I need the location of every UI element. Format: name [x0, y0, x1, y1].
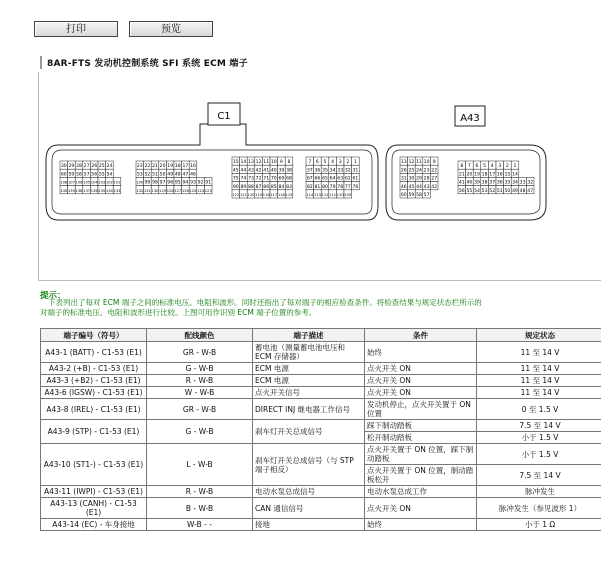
condition-cell: 点火开关 ON — [365, 387, 477, 399]
description-cell: 点火开关信号 — [253, 387, 365, 399]
a43-pin-label: 49 — [512, 188, 518, 194]
terminal-cell: A43-2 (+B) - C1-53 (E1) — [41, 363, 147, 375]
condition-cell: 点火开关置于 ON 位置，踩下制动踏板 — [365, 444, 477, 465]
c1-pin-label: 41 — [263, 168, 270, 174]
c1-pin-label: 138 — [75, 188, 83, 193]
c1-pin-label: 103 — [98, 180, 106, 185]
c1-pin-label: 133 — [113, 188, 121, 193]
c1-pin-label: 38 — [286, 168, 292, 174]
a43-pin-label: 46 — [400, 184, 407, 190]
condition-cell: 踩下制动踏板 — [365, 420, 477, 432]
c1-pin-label: 95 — [174, 180, 181, 186]
a43-pin-label: 36 — [496, 180, 503, 186]
c1-pin-label: 91 — [205, 180, 212, 186]
c1-pin-label: 20 — [159, 164, 166, 170]
description-cell: DIRECT INJ 继电器工作信号 — [253, 399, 365, 420]
condition-cell: 始终 — [365, 342, 477, 363]
wire-color-cell: G - W-B — [147, 363, 253, 375]
wire-color-cell: L - W-B — [147, 444, 253, 486]
a43-pin-label: 47 — [527, 188, 534, 194]
a43-pin-label: 24 — [416, 168, 422, 174]
c1-pin-label: 73 — [248, 176, 254, 182]
c1-pin-label: 88 — [248, 184, 254, 190]
c1-pin-label: 128 — [166, 188, 174, 193]
table-header-row — [41, 329, 601, 342]
spec-cell: 小于 1.5 V — [477, 432, 601, 444]
a43-pin-label: 41 — [458, 180, 465, 186]
print-button[interactable]: 打印 — [34, 21, 118, 37]
c1-pin-label: 25 — [98, 164, 105, 170]
c1-pin-label: 129 — [159, 188, 167, 193]
terminal-cell: A43-14 (EC) - 车身接地 — [41, 519, 147, 531]
c1-pin-label: 114 — [306, 193, 314, 197]
a43-pin-label: 34 — [512, 180, 518, 186]
c1-pin-label: 86 — [263, 184, 270, 190]
a43-pin-label: 39 — [474, 180, 480, 186]
a43-pin-label: 1 — [513, 164, 517, 170]
c1-pin-label: 17 — [182, 164, 189, 170]
condition-cell: 点火开关 ON — [365, 375, 477, 387]
spec-cell: 11 至 14 V — [477, 387, 601, 399]
a43-pin-label: 3 — [498, 164, 502, 170]
c1-pin-label: 87 — [255, 184, 262, 190]
condition-cell: 发动机停止，点火开关置于 ON 位置 — [365, 399, 477, 420]
c1-pin-label: 47 — [182, 172, 189, 178]
c1-pin-label: 51 — [152, 172, 158, 178]
c1-pin-label: 93 — [190, 180, 196, 186]
c1-pin-label: 76 — [352, 184, 359, 190]
c1-pin-label: 12 — [255, 160, 262, 166]
a43-pin-label: 4 — [490, 164, 494, 170]
a43-pin-label: 57 — [423, 193, 430, 198]
c1-pin-label: 140 — [60, 188, 68, 193]
c1-pin-label: 8 — [287, 160, 291, 166]
c1-pin-label: 84 — [278, 184, 285, 190]
c1-pin-label: 24 — [106, 164, 113, 170]
table-row — [41, 420, 601, 432]
c1-pin-label: 58 — [76, 172, 82, 178]
terminal-cell: A43-9 (STP) - C1-53 (E1) — [41, 420, 147, 444]
c1-pin-label: 53 — [136, 172, 143, 178]
c1-pin-label: 63 — [337, 176, 344, 182]
c1-pin-label: 18 — [174, 164, 181, 170]
table-row — [41, 387, 601, 399]
terminal-cell: A43-8 (IREL) - C1-53 (E1) — [41, 399, 147, 420]
a43-pin-label: 20 — [466, 172, 473, 178]
c1-pin-label: 122 — [232, 193, 240, 197]
spec-cell: 11 至 14 V — [477, 375, 601, 387]
a43-pin-label: 22 — [431, 168, 438, 174]
terminal-cell: A43-10 (ST1-) - C1-53 (E1) — [41, 444, 147, 486]
a43-pin-label: 58 — [416, 193, 422, 198]
c1-pin-label: 67 — [306, 176, 313, 182]
c1-pin-label: 96 — [167, 180, 174, 186]
a43-pin-label: 43 — [423, 184, 430, 190]
a43-pin-label: 38 — [481, 180, 488, 186]
table-row — [41, 444, 601, 465]
a43-pin-label: 11 — [416, 160, 422, 166]
wire-color-cell: R - W-B — [147, 486, 253, 498]
c1-pin-label: 102 — [105, 180, 113, 185]
c1-pin-label: 98 — [152, 180, 158, 186]
c1-pin-label: 48 — [174, 172, 181, 178]
c1-pin-label: 52 — [144, 172, 151, 178]
c1-pin-label: 71 — [263, 176, 270, 182]
c1-pin-label: 64 — [329, 176, 336, 182]
a43-pin-label: 55 — [466, 188, 473, 194]
wire-color-cell: R - W-B — [147, 375, 253, 387]
a43-pin-label: 56 — [458, 188, 465, 194]
c1-pin-label: 55 — [98, 172, 105, 178]
note-line-2: 对端子的标准电压、电阻和波形进行比较。上图可用作识别 ECM 端子位置的参考。 — [40, 307, 317, 317]
c1-pin-label: 29 — [68, 164, 75, 170]
c1-pin-label: 116 — [277, 193, 285, 197]
c1-pin-label: 106 — [75, 180, 83, 185]
a43-pin-label: 48 — [519, 188, 526, 194]
a43-pin-label: 12 — [408, 160, 415, 166]
c1-pin-label: 81 — [314, 184, 321, 190]
c1-pin-label: 60 — [60, 172, 67, 178]
a43-pin-label: 45 — [408, 184, 415, 190]
c1-pin-label: 56 — [91, 172, 98, 178]
c1-pin-label: 125 — [189, 188, 197, 193]
c1-pin-label: 10 — [270, 160, 277, 166]
description-cell: 电动水泵总成信号 — [253, 486, 365, 498]
terminal-cell: A43-6 (IGSW) - C1-53 (E1) — [41, 387, 147, 399]
preview-button[interactable]: 预览 — [129, 21, 213, 37]
c1-pin-label: 1 — [353, 160, 357, 166]
c1-pin-label: 72 — [255, 176, 262, 182]
c1-pin-label: 44 — [240, 168, 247, 174]
c1-pin-label: 37 — [306, 168, 313, 174]
c1-pin-label: 89 — [240, 184, 247, 190]
c1-pin-label: 15 — [232, 160, 239, 166]
a43-pin-label: 14 — [512, 172, 518, 178]
c1-pin-label: 57 — [83, 172, 90, 178]
c1-pin-label: 3 — [338, 160, 342, 166]
a43-pin-label: 26 — [400, 168, 407, 174]
a43-pin-label: 40 — [466, 180, 473, 186]
c1-pin-label: 45 — [232, 168, 239, 174]
a43-pin-label: 18 — [481, 172, 488, 178]
c1-pin-label: 110 — [336, 193, 344, 197]
a43-pin-label: 37 — [489, 180, 496, 186]
wire-color-cell: W-B - - — [147, 519, 253, 531]
a43-pin-label: 29 — [416, 176, 422, 182]
c1-pin-label: 70 — [270, 176, 277, 182]
a43-pin-label: 51 — [496, 188, 503, 194]
a43-pin-label: 16 — [496, 172, 503, 178]
spec-cell: 7.5 至 14 V — [477, 420, 601, 432]
c1-pin-label: 61 — [352, 176, 359, 182]
header-condition: 条件 — [365, 329, 477, 342]
header-wire-color: 配线颜色 — [147, 329, 253, 342]
note-line-1: 下表列出了每对 ECM 端子之间的标准电压、电阻和波形。同时还指出了每对端子的相应检查条件。将检查结果与规定状态栏所示的 — [48, 298, 482, 307]
a43-pin-label: 30 — [408, 176, 415, 182]
c1-pin-label: 97 — [159, 180, 166, 186]
c1-pin-label: 26 — [91, 164, 98, 170]
a43-pin-label: 15 — [504, 172, 511, 178]
c1-pin-label: 132 — [136, 188, 144, 193]
c1-pin-label: 109 — [344, 193, 352, 197]
c1-pin-label: 31 — [352, 168, 359, 174]
c1-pin-label: 46 — [190, 172, 196, 178]
table-row — [41, 486, 601, 498]
description-cell: 刹车灯开关总成信号 — [253, 420, 365, 444]
a43-pin-label: 9 — [432, 160, 436, 166]
condition-cell: 松开制动踏板 — [365, 432, 477, 444]
c1-pin-label: 104 — [90, 180, 98, 185]
spec-cell: 脉冲发生 — [477, 486, 601, 498]
c1-pin-label: 21 — [152, 164, 158, 170]
terminal-cell: A43-3 (+B2) - C1-53 (E1) — [41, 375, 147, 387]
a43-pin-label: 6 — [475, 164, 479, 170]
a43-pin-label: 2 — [505, 164, 509, 170]
table-row — [41, 399, 601, 420]
header-terminal: 端子编号（符号） — [41, 329, 147, 342]
terminal-table — [40, 328, 601, 531]
c1-pin-label: 99 — [144, 180, 151, 186]
c1-pin-label: 50 — [159, 172, 166, 178]
description-cell: CAN 通信信号 — [253, 498, 365, 519]
a43-pin-label: 42 — [431, 184, 438, 190]
a43-pin-label: 52 — [489, 188, 496, 194]
c1-pin-label: 30 — [60, 164, 67, 170]
c1-pin-label: 68 — [286, 176, 292, 182]
description-cell: 接地 — [253, 519, 365, 531]
a43-pin-label: 31 — [400, 176, 407, 182]
c1-pin-label: 28 — [76, 164, 82, 170]
terminal-cell: A43-13 (CANH) - C1-53 (E1) — [41, 498, 147, 519]
table-row — [41, 363, 601, 375]
c1-pin-label: 79 — [329, 184, 336, 190]
c1-pin-label: 112 — [321, 193, 329, 197]
header-spec: 规定状态 — [477, 329, 601, 342]
c1-pin-label: 35 — [322, 168, 328, 174]
c1-pin-label: 115 — [285, 193, 293, 197]
c1-pin-label: 126 — [181, 188, 189, 193]
c1-pin-label: 101 — [113, 180, 121, 185]
a43-pin-label: 10 — [423, 160, 430, 166]
spec-cell: 11 至 14 V — [477, 363, 601, 375]
terminal-cell: A43-11 (IWPI) - C1-53 (E1) — [41, 486, 147, 498]
c1-pin-label: 2 — [346, 160, 350, 166]
wire-color-cell: GR - W-B — [147, 399, 253, 420]
a43-label: A43 — [460, 113, 480, 124]
spec-cell: 脉冲发生（参见波形 1） — [477, 498, 601, 519]
c1-pin-label: 119 — [255, 193, 263, 197]
condition-cell: 点火开关 ON — [365, 363, 477, 375]
spec-cell: 小于 1 Ω — [477, 519, 601, 531]
c1-pin-label: 34 — [329, 168, 336, 174]
c1-pin-label: 85 — [270, 184, 277, 190]
c1-pin-label: 135 — [98, 188, 106, 193]
c1-pin-label: 107 — [67, 180, 75, 185]
c1-pin-label: 13 — [248, 160, 254, 166]
c1-pin-label: 130 — [151, 188, 159, 193]
table-body — [41, 342, 601, 531]
description-cell: 蓄电池（测量蓄电池电压和 ECM 存储器） — [253, 342, 365, 363]
c1-pin-label: 137 — [83, 188, 91, 193]
a43-pin-label: 27 — [431, 176, 438, 182]
a43-pin-label: 44 — [416, 184, 422, 190]
table-row — [41, 498, 601, 519]
c1-pin-label: 40 — [270, 168, 277, 174]
a43-pin-label: 33 — [519, 180, 526, 186]
c1-pin-label: 23 — [136, 164, 143, 170]
table-row — [41, 375, 601, 387]
c1-pin-label: 127 — [174, 188, 182, 193]
wire-color-cell: GR - W-B — [147, 342, 253, 363]
terminal-cell: A43-1 (BATT) - C1-53 (E1) — [41, 342, 147, 363]
a43-pin-label: 13 — [400, 160, 407, 166]
c1-pin-label: 80 — [322, 184, 328, 190]
c1-pin-label: 92 — [197, 180, 204, 186]
c1-pin-label: 9 — [279, 160, 283, 166]
c1-pin-label: 19 — [167, 164, 174, 170]
c1-pin-label: 66 — [314, 176, 321, 182]
c1-pin-label: 118 — [262, 193, 270, 197]
c1-pin-label: 113 — [313, 193, 321, 197]
description-cell: ECM 电源 — [253, 375, 365, 387]
c1-pin-label: 77 — [344, 184, 351, 190]
c1-pin-label: 108 — [60, 180, 68, 185]
a43-pin-label: 59 — [408, 193, 415, 198]
c1-pin-label: 90 — [232, 184, 239, 190]
a43-pin-label: 17 — [489, 172, 496, 178]
condition-cell: 始终 — [365, 519, 477, 531]
c1-pin-label: 6 — [315, 160, 319, 166]
c1-pin-label: 136 — [90, 188, 98, 193]
a43-pin-label: 60 — [400, 193, 407, 198]
c1-pin-label: 82 — [306, 184, 313, 190]
wire-color-cell: G - W-B — [147, 420, 253, 444]
c1-pin-label: 120 — [247, 193, 255, 197]
c1-pin-label: 83 — [286, 184, 292, 190]
c1-label: C1 — [217, 111, 231, 122]
c1-pin-label: 39 — [278, 168, 285, 174]
wire-color-cell: W - W-B — [147, 387, 253, 399]
description-cell: 刹车灯开关总成信号（与 STP 端子相反） — [253, 444, 365, 486]
page-title: 8AR-FTS 发动机控制系统 SFI 系统 ECM 端子 — [40, 56, 248, 69]
c1-pin-label: 16 — [190, 164, 196, 170]
c1-pin-label: 121 — [239, 193, 247, 197]
c1-pin-label: 33 — [337, 168, 344, 174]
c1-pin-label: 134 — [105, 188, 113, 193]
c1-pin-label: 94 — [182, 180, 189, 186]
c1-pin-label: 62 — [344, 176, 351, 182]
a43-pin-label: 8 — [460, 164, 464, 170]
condition-cell: 点火开关置于 ON 位置，制动踏板松开 — [365, 465, 477, 486]
a43-pin-label: 53 — [481, 188, 488, 194]
a43-pin-label: 28 — [423, 176, 430, 182]
description-cell: ECM 电源 — [253, 363, 365, 375]
c1-pin-label: 74 — [240, 176, 247, 182]
c1-pin-label: 11 — [263, 160, 270, 166]
note-text — [40, 298, 600, 317]
c1-pin-label: 59 — [68, 172, 75, 178]
c1-pin-label: 43 — [248, 168, 254, 174]
condition-cell: 点火开关 ON — [365, 498, 477, 519]
c1-pin-label: 27 — [83, 164, 90, 170]
c1-pin-label: 54 — [106, 172, 113, 178]
c1-pin-label: 4 — [331, 160, 335, 166]
c1-pin-label: 7 — [308, 160, 312, 166]
c1-pin-label: 75 — [232, 176, 239, 182]
header-description: 端子描述 — [253, 329, 365, 342]
c1-pin-label: 36 — [314, 168, 321, 174]
condition-cell: 电动水泵总成工作 — [365, 486, 477, 498]
a43-pin-label: 5 — [483, 164, 487, 170]
c1-pin-label: 42 — [255, 168, 262, 174]
a43-pin-label: 35 — [504, 180, 511, 186]
c1-pin-label: 78 — [337, 184, 344, 190]
a43-pin-label: 19 — [474, 172, 480, 178]
c1-pin-label: 131 — [143, 188, 151, 193]
table-row — [41, 519, 601, 531]
a43-pin-label: 23 — [423, 168, 430, 174]
wire-color-cell: B - W-B — [147, 498, 253, 519]
table-row — [41, 342, 601, 363]
c1-pin-label: 105 — [83, 180, 91, 185]
c1-pin-label: 14 — [240, 160, 247, 166]
spec-cell: 0 至 1.5 V — [477, 399, 601, 420]
c1-pin-label: 69 — [278, 176, 285, 182]
c1-pin-label: 5 — [323, 160, 327, 166]
a43-pin-label: 7 — [467, 164, 471, 170]
a43-pin-label: 25 — [408, 168, 415, 174]
c1-pin-label: 124 — [197, 188, 205, 193]
a43-pin-label: 54 — [474, 188, 480, 194]
c1-pin-label: 123 — [204, 188, 212, 193]
a43-pin-label: 21 — [458, 172, 465, 178]
c1-pin-label: 100 — [136, 180, 144, 185]
c1-pin-label: 117 — [270, 193, 278, 197]
c1-pin-label: 22 — [144, 164, 151, 170]
note-title: 提示： — [40, 291, 66, 301]
spec-cell: 7.5 至 14 V — [477, 465, 601, 486]
c1-pin-label: 111 — [329, 193, 337, 197]
a43-pin-label: 50 — [504, 188, 511, 194]
spec-cell: 11 至 14 V — [477, 342, 601, 363]
c1-pin-label: 65 — [322, 176, 328, 182]
c1-pin-label: 32 — [344, 168, 351, 174]
a43-pin-label: 32 — [527, 180, 534, 186]
c1-pin-label: 139 — [67, 188, 75, 193]
spec-cell: 小于 1.5 V — [477, 444, 601, 465]
c1-pin-label: 49 — [167, 172, 174, 178]
